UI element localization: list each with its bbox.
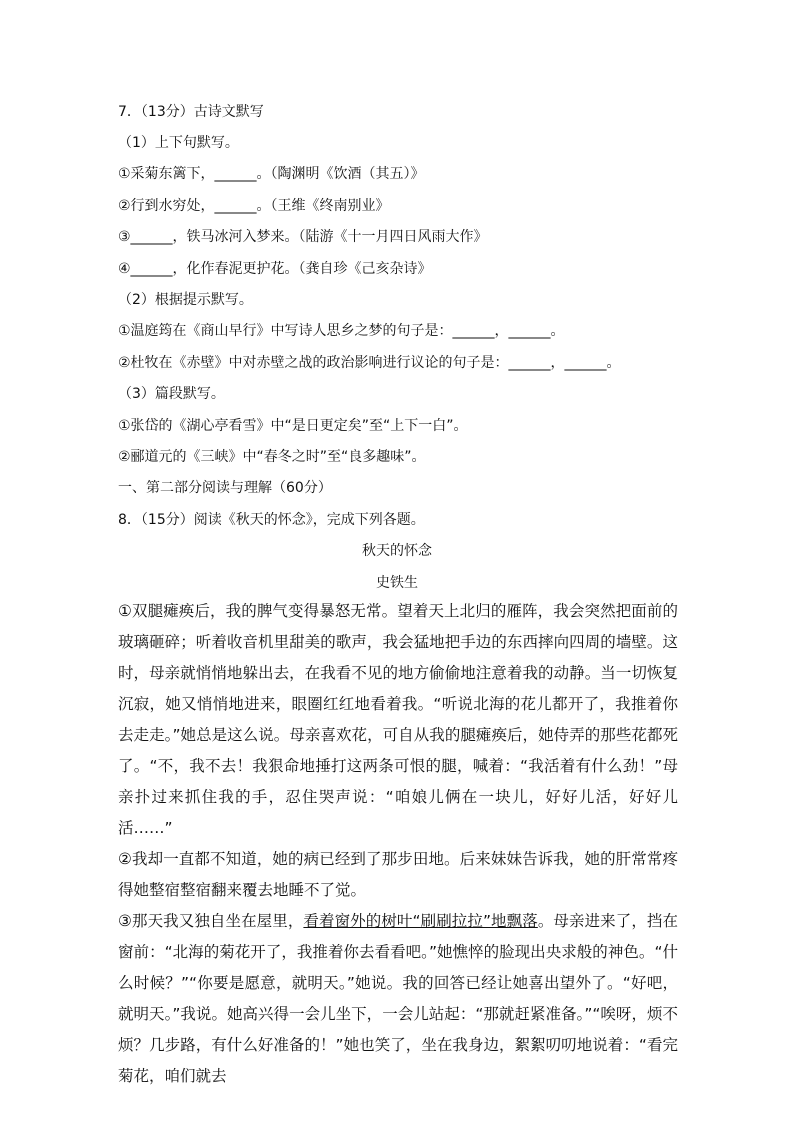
- q7-item-4: ④______，化作春泥更护花。（龚自珍《己亥杂诗》: [118, 261, 432, 277]
- q7-item-2: ②行到水穷处，______。（王维《终南别业》: [118, 198, 390, 214]
- part2-heading: 一、第二部分阅读与理解（60分）: [118, 480, 332, 496]
- paragraph-3-rest: 。母亲进来了，挡在窗前：“北海的菊花开了，我推着你去看看吧。”她憔悴的脸现出央求般的神色。“什么时候？”“你要是愿意，就明天。”她说。我的回答已经让她喜出望外了。“好吧，就明天。”我说。她高兴得一会儿坐下，一会儿站起：“那就赶紧准备。”“唉呀，烦不烦？几步路，有什么好准备的！”她也笑了，坐在我身边，絮絮叨叨地说着：“看完菊花，咱们就去: [118, 912, 678, 1085]
- q7-item3-2: ②郦道元的《三峡》中“春冬之时”至“良多趣味”。: [118, 449, 426, 465]
- article-body: [118, 596, 678, 1092]
- q7-item2-2: ②杜牧在《赤壁》中对赤壁之战的政治影响进行议论的句子是：______，______。: [118, 355, 621, 371]
- paragraph-3: [118, 906, 678, 1092]
- q7-sub2: （2）根据提示默写。: [118, 292, 253, 308]
- q7-item-1: ①采菊东篱下，______。（陶渊明《饮酒（其五）》: [118, 166, 425, 182]
- article-author: 史铁生: [376, 575, 418, 591]
- q7-item2-1: ①温庭筠在《商山早行》中写诗人思乡之梦的句子是：______，______。: [118, 323, 565, 339]
- q7-sub1: （1）上下句默写。: [118, 135, 239, 151]
- paragraph-3-start: ③那天我又独自坐在屋里，: [118, 912, 304, 930]
- paragraph-2: ②我却一直都不知道，她的病已经到了那步田地。后来妹妹告诉我，她的肝常常疼得她整宿整宿翻来覆去地睡不了觉。: [118, 850, 678, 899]
- paragraph-1: ①双腿瘫痪后，我的脾气变得暴怒无常。望着天上北归的雁阵，我会突然把面前的玻璃砸碎；听着收音机里甜美的歌声，我会猛地把手边的东西摔向四周的墙壁。这时，母亲就悄悄地躲出去，在我看不见的地方偷偷地注意着我的动静。当一切恢复沉寂，她又悄悄地进来，眼圈红红地看着我。“听说北海的花儿都开了，我推着你去走走。”她总是这么说。母亲喜欢花，可自从我的腿瘫痪后，她侍弄的那些花都死了。“不，我不去！我狠命地捶打这两条可恨的腿，喊着：“我活着有什么劲！”母亲扑过来抓住我的手，忍住哭声说：“咱娘儿俩在一块儿，好好儿活，好好儿活……”: [118, 602, 678, 837]
- q7-sub3: （3）篇段默写。: [118, 386, 225, 402]
- q7-item-3: ③______，铁马冰河入梦来。（陆游《十一月四日风雨大作》: [118, 229, 488, 245]
- q8-title: 8．（15分）阅读《秋天的怀念》，完成下列各题。: [118, 512, 425, 528]
- q7-item3-1: ①张岱的《湖心亭看雪》中“是日更定矣”至“上下一白”。: [118, 418, 468, 434]
- q7-title: 7．（13分）古诗文默写: [118, 104, 264, 120]
- article-title: 秋天的怀念: [362, 543, 432, 559]
- underlined-sentence: 看着窗外的树叶“刷刷拉拉”地飘落: [303, 912, 538, 930]
